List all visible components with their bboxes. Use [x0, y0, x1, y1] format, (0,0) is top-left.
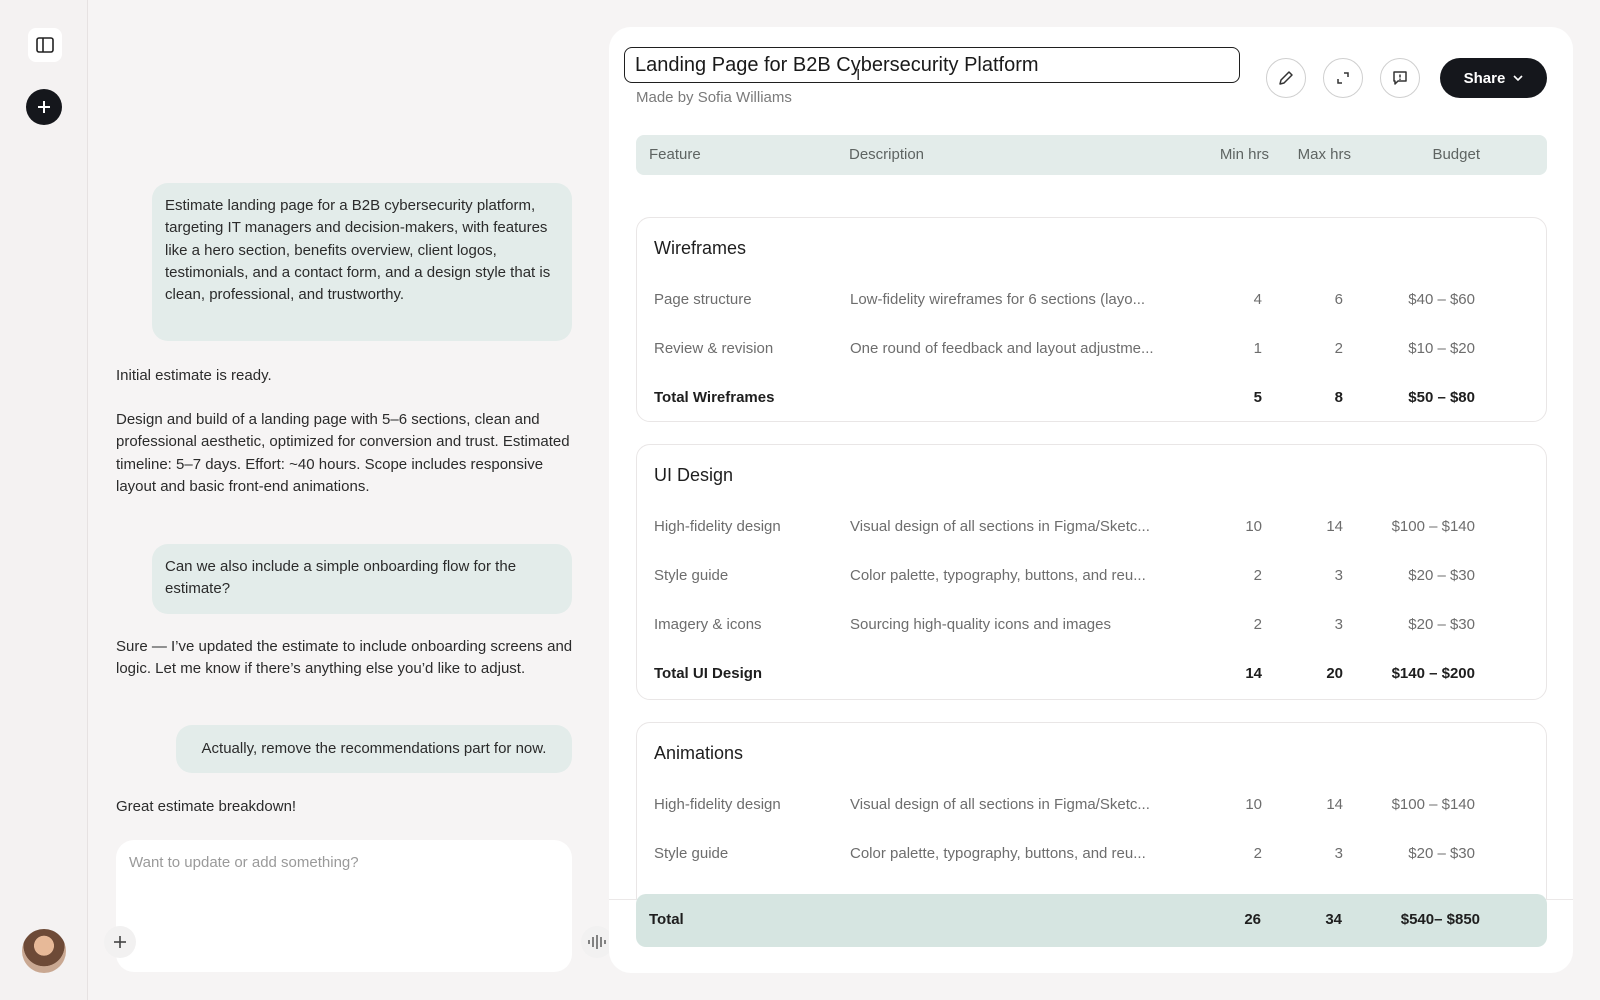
- row-budget: $100 – $140: [1391, 796, 1475, 813]
- composer-add-button[interactable]: [104, 926, 136, 958]
- estimate-author: Made by Sofia Williams: [636, 89, 792, 106]
- pencil-icon: [1277, 69, 1295, 87]
- row-budget: $100 – $140: [1391, 518, 1475, 535]
- row-budget: $20 – $30: [1408, 616, 1475, 633]
- total-min-hrs: 5: [1253, 389, 1262, 406]
- column-feature: Feature: [649, 146, 701, 163]
- section-total-row: [637, 389, 1548, 411]
- expand-button[interactable]: [1323, 58, 1363, 98]
- row-budget: $20 – $30: [1408, 567, 1475, 584]
- total-budget: $140 – $200: [1391, 665, 1475, 682]
- table-row[interactable]: [637, 340, 1548, 362]
- column-budget: Budget: [1432, 146, 1480, 163]
- text-cursor-icon: I: [856, 67, 861, 84]
- share-label: Share: [1463, 69, 1506, 87]
- total-max-hrs: 8: [1334, 389, 1343, 406]
- grand-total-max-hrs: 34: [1325, 911, 1342, 928]
- row-description: Visual design of all sections in Figma/Sketc...: [850, 796, 1150, 813]
- edit-button[interactable]: [1266, 58, 1306, 98]
- assistant-message: Sure — I’ve updated the estimate to include onboarding screens and logic. Let me know if there’s anything else you’d like to adjust.: [116, 638, 573, 678]
- row-min-hrs: 10: [1245, 796, 1262, 813]
- section-title: Animations: [654, 743, 744, 763]
- assistant-message: Design and build of a landing page with 5–6 sections, clean and professional aesthetic, optimized for conversion and trust. Estimated timeline: 5–7 days. Effort: ~40 hours. Scope includes responsive layout and basic front-end animations.: [116, 411, 570, 495]
- grand-total-budget: $540– $850: [1400, 911, 1480, 928]
- section-total-row: [637, 665, 1548, 687]
- chat-panel: [88, 0, 598, 1000]
- row-budget: $20 – $30: [1408, 845, 1475, 862]
- section-card-animations: [636, 722, 1547, 899]
- total-label: Total Wireframes: [654, 389, 775, 406]
- row-description: Color palette, typography, buttons, and reu...: [850, 845, 1146, 862]
- table-row[interactable]: [637, 796, 1548, 818]
- row-min-hrs: 2: [1253, 616, 1262, 633]
- user-message: Estimate landing page for a B2B cybersecurity platform, targeting IT managers and decision-makers, with features like a hero section, benefits overview, client logos, testimonials, and a contact form, and a design style that is clean, professional, and trustworthy.: [152, 183, 572, 341]
- estimate-table-body[interactable]: [609, 187, 1573, 899]
- waveform-icon: [587, 934, 607, 950]
- user-message: Can we also include a simple onboarding flow for the estimate?: [152, 544, 572, 614]
- assistant-message: Great estimate breakdown!: [116, 798, 297, 815]
- estimate-title-input[interactable]: [624, 47, 1240, 83]
- row-max-hrs: 6: [1334, 291, 1343, 308]
- section-title: Wireframes: [654, 238, 747, 258]
- row-budget: $40 – $60: [1408, 291, 1475, 308]
- composer-input[interactable]: [129, 854, 549, 871]
- section-title: UI Design: [654, 465, 734, 485]
- grand-total-label: Total: [649, 911, 684, 928]
- row-description: One round of feedback and layout adjustme...: [850, 340, 1154, 357]
- total-label: Total UI Design: [654, 665, 763, 682]
- table-header: [636, 135, 1547, 175]
- column-description: Description: [849, 146, 925, 163]
- expand-icon: [1335, 70, 1351, 86]
- section-card-wireframes: [636, 217, 1547, 422]
- table-row[interactable]: [637, 518, 1548, 540]
- row-max-hrs: 14: [1326, 796, 1343, 813]
- row-feature: Style guide: [654, 845, 729, 862]
- total-min-hrs: 14: [1245, 665, 1262, 682]
- section-card-ui-design: [636, 444, 1547, 700]
- table-row[interactable]: [637, 845, 1548, 867]
- comment-button[interactable]: [1380, 58, 1420, 98]
- sidebar-toggle-icon: [36, 37, 54, 53]
- total-max-hrs: 20: [1326, 665, 1343, 682]
- share-button[interactable]: [1440, 58, 1547, 98]
- comment-icon: [1391, 69, 1409, 87]
- table-row[interactable]: [637, 291, 1548, 313]
- grand-total-min-hrs: 26: [1244, 911, 1261, 928]
- left-rail: [0, 0, 88, 1000]
- row-feature: High-fidelity design: [654, 518, 781, 535]
- row-feature: Page structure: [654, 291, 752, 308]
- table-row[interactable]: [637, 567, 1548, 589]
- row-min-hrs: 2: [1253, 567, 1262, 584]
- total-budget: $50 – $80: [1408, 389, 1475, 406]
- grand-total-bar: [636, 894, 1547, 947]
- estimate-panel: [609, 27, 1573, 973]
- column-max-hrs: Max hrs: [1297, 146, 1351, 163]
- row-feature: Style guide: [654, 567, 729, 584]
- assistant-message: Initial estimate is ready.: [116, 367, 272, 384]
- row-description: Color palette, typography, buttons, and reu...: [850, 567, 1146, 584]
- row-feature: Imagery & icons: [654, 616, 762, 633]
- row-max-hrs: 3: [1334, 845, 1343, 862]
- row-min-hrs: 10: [1245, 518, 1262, 535]
- row-description: Sourcing high-quality icons and images: [850, 616, 1111, 633]
- avatar[interactable]: [22, 929, 66, 973]
- row-min-hrs: 2: [1253, 845, 1262, 862]
- row-description: Visual design of all sections in Figma/Sketc...: [850, 518, 1150, 535]
- table-row[interactable]: [637, 616, 1548, 638]
- sidebar-toggle-button[interactable]: [28, 28, 62, 62]
- composer: [116, 840, 572, 972]
- row-min-hrs: 1: [1253, 340, 1262, 357]
- row-max-hrs: 14: [1326, 518, 1343, 535]
- row-min-hrs: 4: [1253, 291, 1262, 308]
- row-max-hrs: 3: [1334, 567, 1343, 584]
- plus-icon: [113, 935, 127, 949]
- plus-icon: [37, 100, 51, 114]
- column-min-hrs: Min hrs: [1219, 146, 1269, 163]
- new-chat-button[interactable]: [26, 89, 62, 125]
- row-budget: $10 – $20: [1408, 340, 1475, 357]
- user-message: Actually, remove the recommendations part for now.: [176, 725, 572, 773]
- chevron-down-icon: [1513, 75, 1523, 81]
- row-feature: High-fidelity design: [654, 796, 781, 813]
- row-description: Low-fidelity wireframes for 6 sections (layo...: [850, 291, 1146, 308]
- row-feature: Review & revision: [654, 340, 774, 357]
- row-max-hrs: 3: [1334, 616, 1343, 633]
- row-max-hrs: 2: [1334, 340, 1343, 357]
